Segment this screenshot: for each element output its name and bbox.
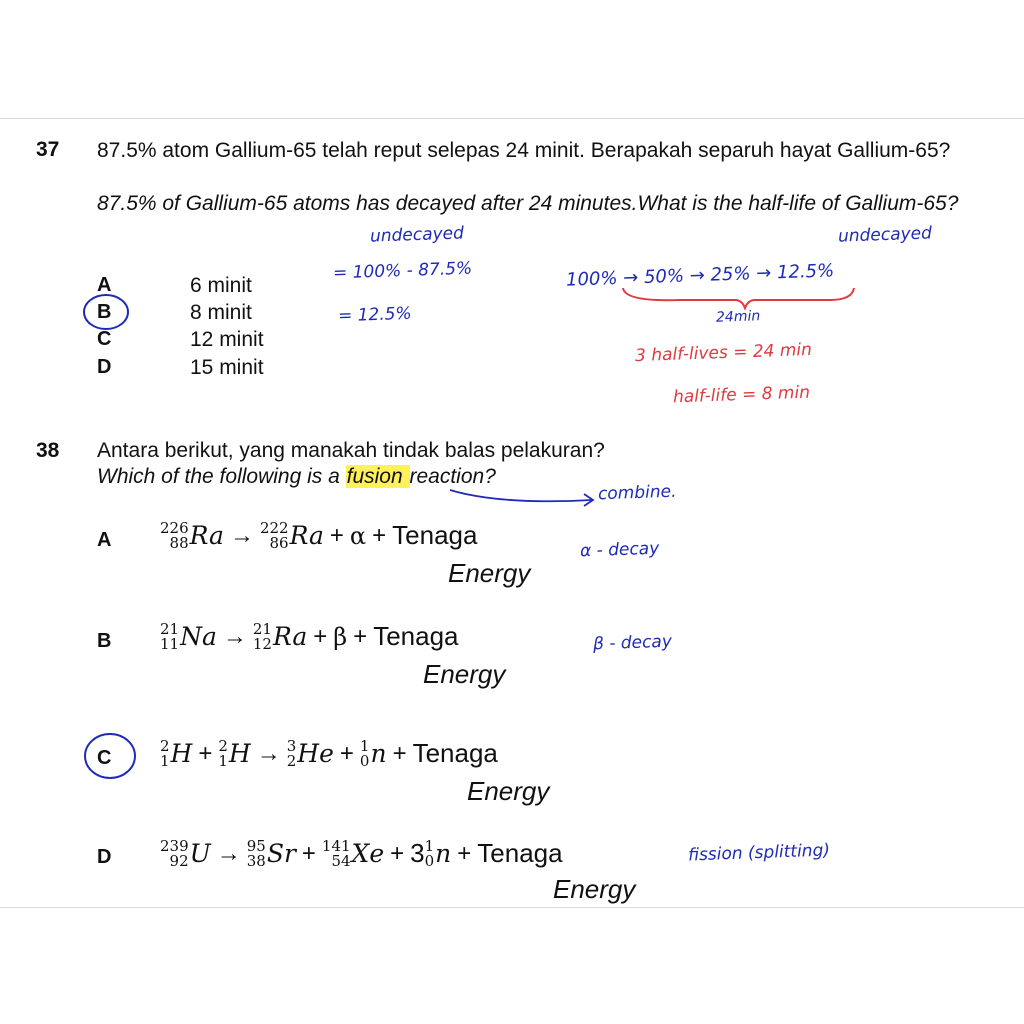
- note-fission: fission (splitting): [687, 840, 831, 866]
- plus-symbol: +: [301, 839, 316, 867]
- nuclide-n1-numbers: 1 0: [424, 836, 435, 870]
- q38-option-b-letter[interactable]: B: [97, 630, 112, 652]
- energy-label-malay: Tenaga: [373, 621, 459, 651]
- q38-option-c-letter[interactable]: C: [97, 747, 112, 769]
- nuclide-h2-numbers: 2 1: [218, 736, 228, 770]
- q38-option-b-energy: Energy: [423, 659, 506, 689]
- nuclide-xe141-symbol: Xe: [351, 839, 385, 868]
- nuclide-sr95-symbol: Sr: [266, 839, 296, 868]
- plus-symbol: +: [339, 739, 354, 767]
- q38-english-suffix: reaction?: [409, 465, 496, 488]
- nuclide-sr95-numbers: 95 38: [246, 836, 266, 870]
- q37-option-a-letter[interactable]: A: [97, 274, 112, 296]
- plus-symbol: +: [390, 839, 405, 867]
- energy-label-malay: Tenaga: [477, 838, 563, 868]
- answer-circle-q37: [84, 295, 128, 329]
- q38-option-c-energy: Energy: [467, 776, 550, 806]
- q37-option-b-letter[interactable]: B: [97, 301, 112, 323]
- plus-symbol: +: [457, 839, 472, 867]
- note-half-life-result: half-life = 8 min: [672, 382, 811, 408]
- note-24min: 24min: [715, 308, 761, 326]
- arrow-symbol: →: [222, 622, 247, 650]
- note-undecayed-1: undecayed: [369, 223, 465, 247]
- question-37-text-english: 87.5% of Gallium-65 atoms has decayed after 24 minutes.What is the half-life of Gallium-65?: [97, 192, 959, 215]
- plus-symbol: +: [329, 521, 344, 549]
- nuclide-he3-symbol: He: [297, 739, 334, 768]
- question-38-number: 38: [36, 439, 60, 462]
- nuclide-n1-symbol: n: [435, 839, 452, 868]
- neutron-coefficient: 3: [410, 838, 425, 868]
- nuclide-h2-symbol: H: [228, 739, 251, 768]
- note-three-half-lives: 3 half-lives = 24 min: [634, 339, 813, 367]
- question-37-text-malay: 87.5% atom Gallium-65 telah reput selepas 24 minit. Berapakah separuh hayat Gallium-65?: [97, 139, 951, 162]
- nuclide-ra226-numbers: 226 88: [160, 518, 189, 552]
- note-calc-result: = 12.5%: [337, 303, 412, 327]
- q37-option-a-text[interactable]: 6 minit: [190, 274, 252, 297]
- q37-option-b-text[interactable]: 8 minit: [190, 301, 252, 324]
- q37-option-d-text[interactable]: 15 minit: [190, 356, 264, 379]
- nuclide-ra226-symbol: Ra: [189, 521, 224, 550]
- nuclide-he3-numbers: 3 2: [286, 736, 297, 770]
- note-halving-chain: 100% → 50% → 25% → 12.5%: [565, 260, 835, 291]
- q37-option-d-letter[interactable]: D: [97, 356, 112, 378]
- q38-english-prefix: Which of the following is a: [97, 465, 346, 488]
- note-undecayed-2: undecayed: [837, 223, 933, 247]
- nuclide-ra21-numbers: 21 12: [252, 619, 272, 653]
- nuclide-ra21-symbol: Ra: [272, 622, 308, 651]
- nuclide-ra222-symbol: Ra: [289, 521, 324, 550]
- nuclide-u239-symbol: U: [189, 839, 211, 868]
- q37-option-c-letter[interactable]: C: [97, 328, 112, 350]
- plus-symbol: +: [353, 622, 368, 650]
- time-brace: [623, 288, 854, 308]
- energy-label-malay: Tenaga: [392, 520, 478, 550]
- plus-symbol: +: [313, 622, 328, 650]
- q38-option-d-energy: Energy: [553, 874, 636, 904]
- note-combine: combine.: [597, 481, 677, 505]
- nuclide-ra222-numbers: 222 86: [259, 518, 289, 552]
- note-calc-subtraction: = 100% - 87.5%: [332, 258, 473, 284]
- nuclide-xe141-numbers: 141 54: [321, 836, 351, 870]
- note-beta-decay: β - decay: [592, 631, 673, 655]
- arrow-symbol: →: [256, 739, 281, 767]
- alpha-symbol: α: [349, 521, 367, 550]
- note-alpha-decay: α - decay: [579, 538, 660, 562]
- question-38-text-malay: Antara berikut, yang manakah tindak balas pelakuran?: [97, 439, 605, 462]
- q38-option-a-letter[interactable]: A: [97, 529, 112, 551]
- nuclide-h2-symbol: H: [170, 739, 193, 768]
- answer-circle-q38: [85, 734, 135, 778]
- energy-label-malay: Tenaga: [412, 738, 498, 768]
- q38-option-d-letter[interactable]: D: [97, 846, 112, 868]
- question-37-number: 37: [36, 138, 60, 161]
- plus-symbol: +: [392, 739, 407, 767]
- plus-symbol: +: [372, 521, 387, 549]
- combine-arrow: [450, 490, 592, 501]
- nuclide-h2-numbers: 2 1: [160, 736, 170, 770]
- q38-option-a-energy: Energy: [448, 558, 531, 588]
- nuclide-n1-symbol: n: [370, 739, 387, 768]
- plus-symbol: +: [198, 739, 213, 767]
- nuclide-na21-symbol: Na: [180, 622, 217, 651]
- q37-option-c-text[interactable]: 12 minit: [190, 328, 264, 351]
- fusion-highlight: fusion: [346, 465, 409, 488]
- nuclide-na21-numbers: 21 11: [160, 619, 180, 653]
- arrow-symbol: →: [216, 839, 241, 867]
- nuclide-u239-numbers: 239 92: [160, 836, 189, 870]
- beta-symbol: β: [333, 622, 348, 651]
- arrow-symbol: →: [229, 521, 254, 549]
- nuclide-n1-numbers: 1 0: [359, 736, 370, 770]
